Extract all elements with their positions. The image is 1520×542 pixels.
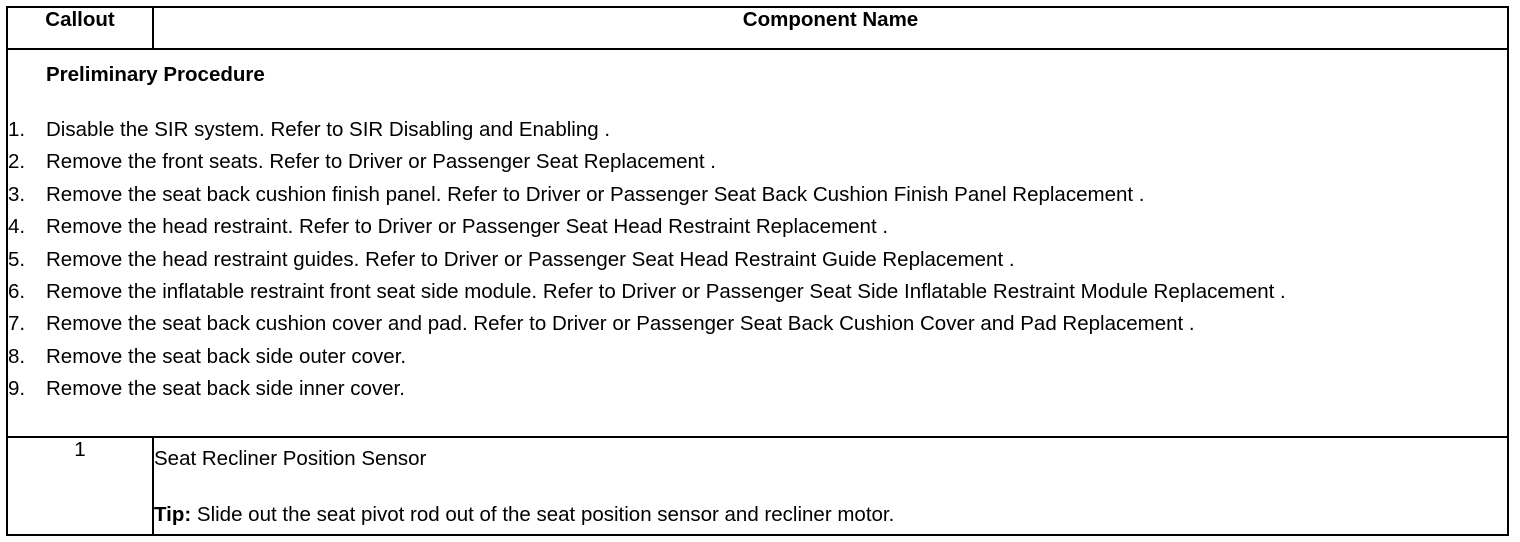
header-component-name: Component Name bbox=[153, 7, 1508, 49]
step-number: 2. bbox=[8, 150, 26, 174]
tip-text: Slide out the seat pivot rod out of the seat position sensor and recliner motor. bbox=[191, 503, 895, 526]
preliminary-steps bbox=[8, 115, 1507, 404]
preliminary-row bbox=[7, 49, 1508, 437]
component-cell bbox=[153, 437, 1508, 535]
step-text: Remove the front seats. Refer to Driver or Passenger Seat Replacement . bbox=[46, 150, 716, 174]
step-item bbox=[8, 342, 1507, 372]
step-number: 6. bbox=[8, 279, 26, 303]
preliminary-title: Preliminary Procedure bbox=[46, 63, 265, 86]
step-number: 3. bbox=[8, 182, 26, 206]
step-number: 8. bbox=[8, 344, 26, 368]
step-text: Remove the seat back cushion finish panel. Refer to Driver or Passenger Seat Back Cushion Finish Panel Replacement . bbox=[46, 182, 1145, 206]
step-number: 5. bbox=[8, 247, 26, 271]
step-text: Disable the SIR system. Refer to SIR Disabling and Enabling . bbox=[46, 118, 611, 141]
step-number: 1. bbox=[8, 118, 26, 141]
component-name: Seat Recliner Position Sensor bbox=[154, 447, 427, 470]
tip-label: Tip: bbox=[154, 503, 192, 526]
step-item bbox=[8, 245, 1507, 275]
header-row bbox=[7, 7, 1508, 49]
step-number: 7. bbox=[8, 312, 26, 336]
step-text: Remove the seat back cushion cover and pad. Refer to Driver or Passenger Seat Back Cushion Cover and Pad Replacement . bbox=[46, 312, 1195, 336]
preliminary-cell bbox=[7, 49, 1508, 437]
step-number: 9. bbox=[8, 377, 26, 401]
step-number: 4. bbox=[8, 215, 26, 239]
header-callout: Callout bbox=[7, 7, 153, 49]
step-item bbox=[8, 277, 1507, 307]
callout-number: 1 bbox=[7, 437, 153, 535]
step-text: Remove the head restraint. Refer to Driver or Passenger Seat Head Restraint Replacement . bbox=[46, 215, 889, 239]
procedure-table bbox=[6, 6, 1509, 536]
step-item bbox=[8, 212, 1507, 242]
step-item bbox=[8, 180, 1507, 210]
step-text: Remove the seat back side inner cover. bbox=[46, 377, 405, 401]
step-text: Remove the inflatable restraint front seat side module. Refer to Driver or Passenger Seat Side Inflatable Restraint Module Replacement . bbox=[46, 279, 1286, 303]
step-text: Remove the head restraint guides. Refer to Driver or Passenger Seat Head Restraint Guide Replacement . bbox=[46, 247, 1015, 271]
tip-note bbox=[154, 502, 1507, 528]
step-item bbox=[8, 147, 1507, 177]
step-item bbox=[8, 309, 1507, 339]
component-row bbox=[7, 437, 1508, 535]
step-text: Remove the seat back side outer cover. bbox=[46, 344, 407, 368]
step-item bbox=[8, 374, 1507, 404]
step-item bbox=[8, 115, 1507, 145]
